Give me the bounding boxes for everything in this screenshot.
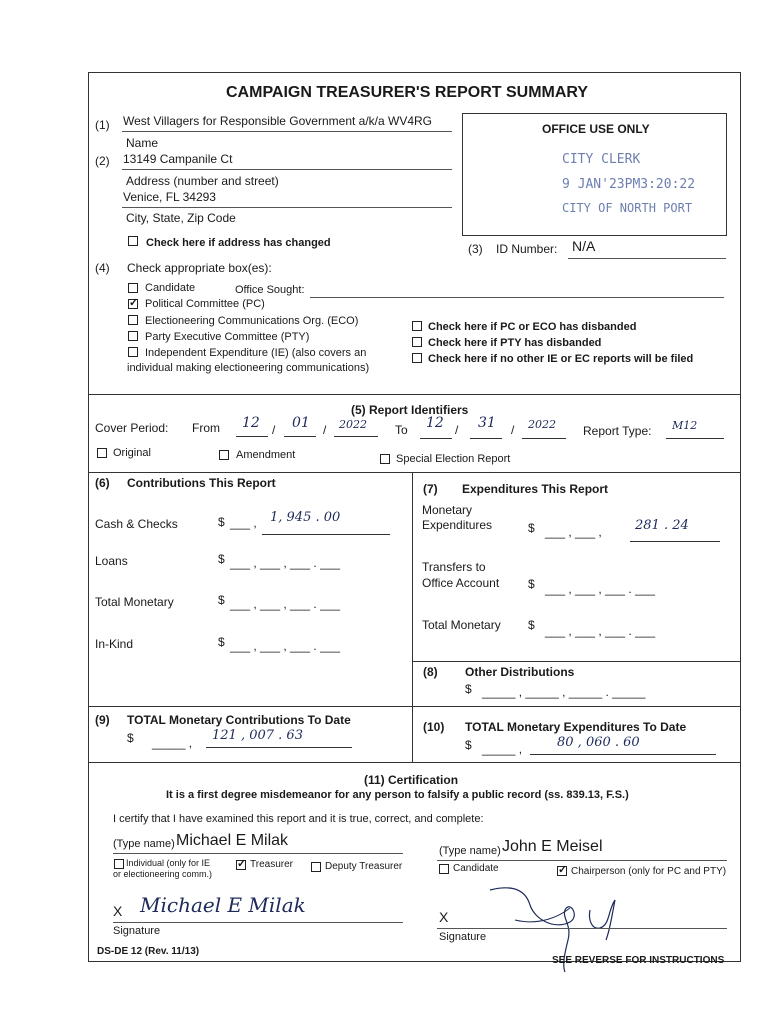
street-address: 13149 Campanile Ct <box>123 152 233 166</box>
section-3-num: (3) <box>468 242 483 256</box>
cover-period-label: Cover Period: <box>95 421 169 435</box>
treasurer-signature: Michael E Milak <box>140 893 306 917</box>
total-exp-to-date-value: 80 , 060 . 60 <box>557 735 640 750</box>
political-committee-label: Political Committee (PC) <box>145 298 265 310</box>
type-name-left-label: (Type name) <box>113 838 175 850</box>
certify-statement: I certify that I have examined this report and it is true, correct, and complete: <box>113 813 484 825</box>
transfers-blanks: ___ , ___ , ___ . ___ <box>545 582 656 596</box>
eco-label: Electioneering Communications Org. (ECO) <box>145 315 359 327</box>
divider-5 <box>88 394 741 395</box>
transfers-label-2: Office Account <box>422 576 500 590</box>
candidate-sign-label: Candidate <box>453 863 499 874</box>
candidate-sign-checkbox[interactable] <box>439 864 449 874</box>
special-election-label: Special Election Report <box>396 453 511 465</box>
inkind-dollar-sign: $ <box>218 635 225 649</box>
office-sought-label: Office Sought: <box>235 284 305 296</box>
amendment-label: Amendment <box>236 449 296 461</box>
chairperson-name: John E Meisel <box>502 838 603 855</box>
monetary-exp-label-1: Monetary <box>422 503 473 517</box>
office-use-heading: OFFICE USE ONLY <box>542 122 650 136</box>
street-label: Address (number and street) <box>126 174 279 188</box>
stamp-line-3: CITY OF NORTH PORT <box>562 201 693 215</box>
name-label: Name <box>126 136 159 150</box>
pty-disbanded-label: Check here if PTY has disbanded <box>428 337 602 349</box>
id-number-line <box>568 258 726 259</box>
right-signature-label: Signature <box>439 931 487 943</box>
inkind-label: In-Kind <box>95 637 134 651</box>
cash-checks-label: Cash & Checks <box>95 517 178 531</box>
amendment-checkbox[interactable] <box>219 450 229 460</box>
individual-label: Individual (only for IE <box>126 858 211 868</box>
section-9-num: (9) <box>95 713 110 727</box>
check-boxes-label: Check appropriate box(es): <box>127 261 272 275</box>
pc-disbanded-checkbox[interactable] <box>412 321 422 331</box>
treasurer-name: Michael E Milak <box>176 832 289 849</box>
total-exp-blanks: ___ , ___ , ___ . ___ <box>545 624 656 638</box>
monetary-exp-value: 281 . 24 <box>635 518 689 533</box>
pty-disbanded-checkbox[interactable] <box>412 337 422 347</box>
total-contrib-to-date-heading: TOTAL Monetary Contributions To Date <box>127 713 351 727</box>
report-type-value: M12 <box>672 419 698 432</box>
eco-checkbox[interactable] <box>128 315 138 325</box>
left-signature-label: Signature <box>113 925 161 937</box>
office-sought-line <box>310 297 724 298</box>
to-year: 2022 <box>528 418 556 431</box>
other-distributions-heading: Other Distributions <box>465 665 575 679</box>
no-other-reports-label: Check here if no other IE or EC reports will be filed <box>428 353 694 365</box>
id-number-value: N/A <box>572 238 596 254</box>
expenditures-heading: Expenditures This Report <box>462 482 609 496</box>
chairperson-label: Chairperson (only for PC and PTY) <box>571 866 727 877</box>
form-id: DS-DE 12 (Rev. 11/13) <box>97 946 200 957</box>
pc-disbanded-label: Check here if PC or ECO has disbanded <box>428 321 637 333</box>
form-title: CAMPAIGN TREASURER'S REPORT SUMMARY <box>226 84 589 101</box>
ie-label-2: individual making electioneering communications) <box>127 362 370 374</box>
other-dist-dollar-sign: $ <box>465 682 472 696</box>
ie-label: Independent Expenditure (IE) (also covers an <box>145 347 367 359</box>
treasurer-checkbox[interactable] <box>236 860 246 870</box>
other-dist-blanks: _____ , _____ , _____ . _____ <box>482 685 646 699</box>
pty-label: Party Executive Committee (PTY) <box>145 331 310 343</box>
right-signature-x: X <box>439 909 449 925</box>
divider-11 <box>88 762 741 763</box>
street-line <box>122 169 452 170</box>
loans-dollar-sign: $ <box>218 552 225 566</box>
candidate-label: Candidate <box>145 282 196 294</box>
from-day: 01 <box>292 415 310 431</box>
original-checkbox[interactable] <box>97 448 107 458</box>
contributions-heading: Contributions This Report <box>127 476 276 490</box>
chairperson-checkbox[interactable] <box>557 866 567 876</box>
from-month: 12 <box>242 415 260 431</box>
no-other-reports-checkbox[interactable] <box>412 353 422 363</box>
transfers-label-1: Transfers to <box>422 560 486 574</box>
to-day: 31 <box>478 415 496 431</box>
section-1-num: (1) <box>95 118 110 132</box>
misdemeanor-warning: It is a first degree misdemeanor for any person to falsify a public record (ss. 839.13, F.S.) <box>166 789 629 801</box>
individual-checkbox[interactable] <box>114 859 124 869</box>
report-identifiers-heading: (5) Report Identifiers <box>351 403 469 417</box>
right-name-line <box>437 860 727 861</box>
cash-checks-value: 1, 945 . 00 <box>270 510 341 525</box>
deputy-treasurer-checkbox[interactable] <box>311 862 321 872</box>
section-6-num: (6) <box>95 476 110 490</box>
total-contrib-blanks: ___ , ___ , ___ . ___ <box>230 597 341 611</box>
section-8-num: (8) <box>423 665 438 679</box>
political-committee-checkbox[interactable] <box>128 299 138 309</box>
candidate-checkbox[interactable] <box>128 283 138 293</box>
total-contrib-label: Total Monetary <box>95 595 174 609</box>
total-exp-to-date-heading: TOTAL Monetary Expenditures To Date <box>465 720 687 734</box>
section-10-num: (10) <box>423 720 445 734</box>
divider-9 <box>88 706 741 707</box>
address-changed-label: Check here if address has changed <box>146 237 331 249</box>
left-name-line <box>113 853 403 854</box>
see-reverse: SEE REVERSE FOR INSTRUCTIONS <box>552 955 725 966</box>
from-year: 2022 <box>339 418 367 431</box>
ie-checkbox[interactable] <box>128 347 138 357</box>
city-line <box>122 207 452 208</box>
special-election-checkbox[interactable] <box>380 454 390 464</box>
section-2-num: (2) <box>95 154 110 168</box>
original-label: Original <box>113 447 151 459</box>
report-type-label: Report Type: <box>583 424 652 438</box>
to-label: To <box>395 423 408 437</box>
inkind-blanks: ___ , ___ , ___ . ___ <box>230 639 341 653</box>
individual-label-2: or electioneering comm.) <box>113 869 213 879</box>
to-month: 12 <box>426 415 444 431</box>
section-4-num: (4) <box>95 261 110 275</box>
city-label: City, State, Zip Code <box>126 211 236 225</box>
stamp-line-1: CITY CLERK <box>562 152 641 167</box>
total-contrib-dollar-sign: $ <box>218 593 225 607</box>
section-7-num: (7) <box>423 482 438 496</box>
loans-blanks: ___ , ___ , ___ . ___ <box>230 556 341 570</box>
stamp-line-2: 9 JAN'23PM3:20:22 <box>562 177 696 192</box>
committee-name: West Villagers for Responsible Government a/k/a WV4RG <box>123 114 433 128</box>
transfers-dollar-sign: $ <box>528 577 535 591</box>
city-state-zip: Venice, FL 34293 <box>123 190 216 204</box>
treasurer-label: Treasurer <box>250 859 293 870</box>
loans-label: Loans <box>95 554 128 568</box>
address-changed-checkbox[interactable] <box>128 236 138 246</box>
left-signature-line <box>113 922 403 923</box>
left-signature-x: X <box>113 903 123 919</box>
divider-vertical <box>412 472 413 762</box>
name-line <box>122 131 452 132</box>
certification-heading: (11) Certification <box>364 773 459 787</box>
monetary-exp-dollar-sign: $ <box>528 521 535 535</box>
divider-6 <box>88 472 741 473</box>
total-exp-dollar-sign: $ <box>528 618 535 632</box>
deputy-treasurer-label: Deputy Treasurer <box>325 861 403 872</box>
pty-checkbox[interactable] <box>128 331 138 341</box>
id-number-label: ID Number: <box>496 242 558 256</box>
divider-8 <box>412 661 741 662</box>
total-exp-to-date-dollar: $ <box>465 738 472 752</box>
right-signature-line <box>437 928 727 929</box>
cash-dollar-sign: $ <box>218 515 225 529</box>
total-exp-label: Total Monetary <box>422 618 501 632</box>
total-contrib-to-date-dollar: $ <box>127 731 134 745</box>
total-contrib-to-date-value: 121 , 007 . 63 <box>212 728 303 743</box>
from-label: From <box>192 421 220 435</box>
monetary-exp-label-2: Expenditures <box>422 518 493 532</box>
type-name-right-label: (Type name) <box>439 845 501 857</box>
